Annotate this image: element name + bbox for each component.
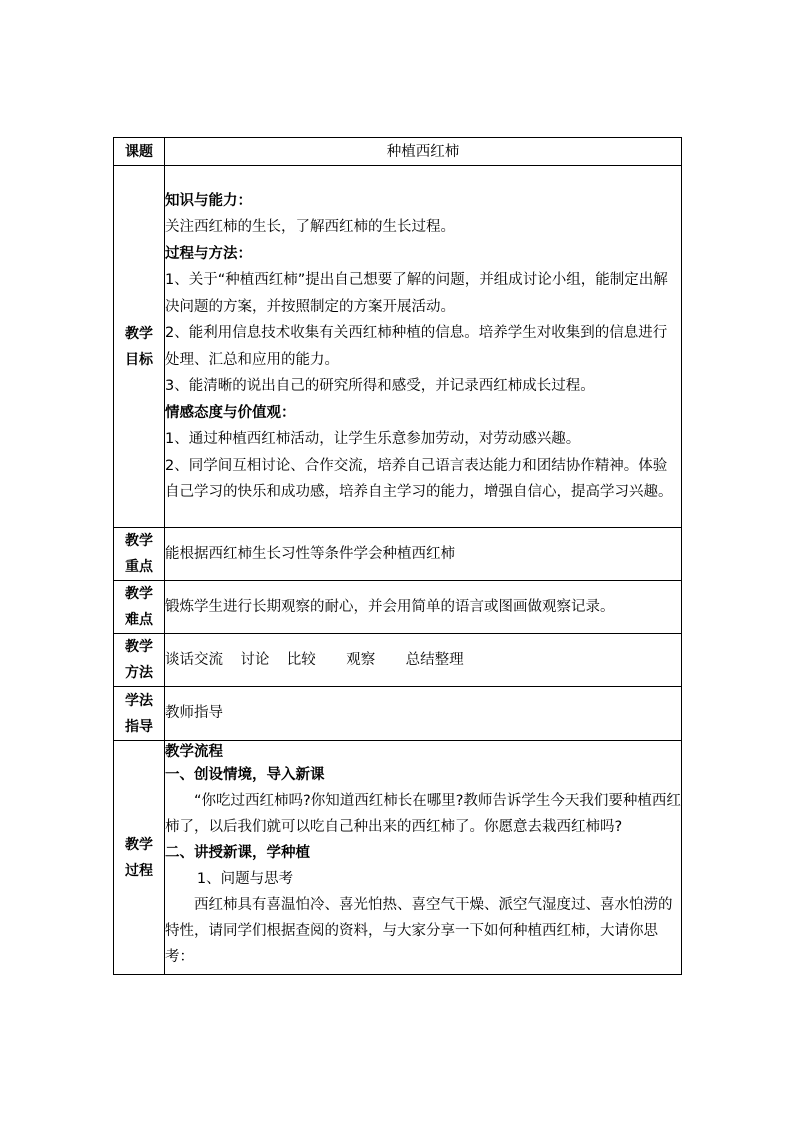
- focus-text: 能根据西红柿生长习性等条件学会种植西红柿: [165, 528, 682, 581]
- difficulty-row: [114, 581, 682, 634]
- focus-row: [114, 528, 682, 581]
- methods-content: [165, 634, 682, 687]
- flow-sub-1-text: 西红柿具有喜温怕冷、喜光怕热、喜空气干燥、派空气湿度过、喜水怕涝的特性，请同学们根据查阅的资料，与大家分享一下如何种植西红柿，大请你思考：: [165, 897, 673, 965]
- method-item: 比较: [286, 651, 316, 668]
- guidance-label: 学法 指导: [114, 687, 165, 741]
- flow-heading: 教学流程: [165, 744, 223, 760]
- lesson-plan-table: [113, 137, 682, 975]
- process-item: 3、能清晰的说出自己的研究所得和感受，并记录西红柿成长过程。: [165, 378, 595, 394]
- guidance-row: [114, 687, 682, 741]
- method-item: 总结整理: [405, 651, 464, 668]
- method-item: 谈话交流: [165, 651, 223, 668]
- focus-label: 教学 重点: [114, 528, 165, 581]
- goals-label: 教学 目标: [114, 166, 165, 528]
- method-item: 观察: [346, 651, 376, 668]
- process-item: 1、关于“种植西红柿”提出自己想要了解的问题，并组成讨论小组，能制定出解决问题的方案，并按照制定的方案开展活动。: [165, 272, 668, 315]
- knowledge-text: 关注西红柿的生长，了解西红柿的生长过程。: [165, 219, 455, 235]
- emotion-item: 1、通过种植西红柿活动，让学生乐意参加劳动，对劳动感兴趣。: [165, 431, 581, 447]
- flow-row: [114, 741, 682, 975]
- flow-section-1: 一、创设情境，导入新课: [165, 767, 325, 783]
- lesson-title: 种植西红柿: [165, 138, 682, 166]
- knowledge-heading: 知识与能力：: [165, 192, 252, 209]
- process-item: 2、能利用信息技术收集有关西红柿种植的信息。培养学生对收集到的信息进行处理、汇总和应用的能力。: [165, 325, 668, 368]
- methods-label: 教学 方法: [114, 634, 165, 687]
- goals-content: [165, 166, 682, 528]
- goals-row: [114, 166, 682, 528]
- difficulty-label: 教学 难点: [114, 581, 165, 634]
- flow-label: 教学 过程: [114, 741, 165, 975]
- difficulty-text: 锻炼学生进行长期观察的耐心，并会用简单的语言或图画做观察记录。: [165, 581, 682, 634]
- process-heading: 过程与方法：: [165, 245, 252, 262]
- method-item: 讨论: [240, 651, 270, 668]
- emotion-item: 2、同学间互相讨论、合作交流，培养自己语言表达能力和团结协作精神。体验自己学习的快乐和成功感，培养自主学习的能力，增强自信心，提高学习兴趣。: [165, 457, 673, 500]
- title-row: [114, 138, 682, 166]
- emotion-heading: 情感态度与价值观：: [165, 404, 296, 421]
- topic-label: 课题: [114, 138, 165, 166]
- flow-section-2: 二、讲授新课，学种植: [165, 845, 310, 861]
- methods-row: [114, 634, 682, 687]
- flow-section-1-text: “你吃过西红柿吗?你知道西红柿长在哪里?教师告诉学生今天我们要种植西红柿了，以后我们就可以吃自己种出来的西红柿了。你愿意去栽西红柿吗?: [165, 793, 681, 835]
- flow-sub-1: 1、问题与思考: [196, 871, 294, 887]
- flow-content: [165, 741, 682, 975]
- guidance-text: 教师指导: [165, 687, 682, 741]
